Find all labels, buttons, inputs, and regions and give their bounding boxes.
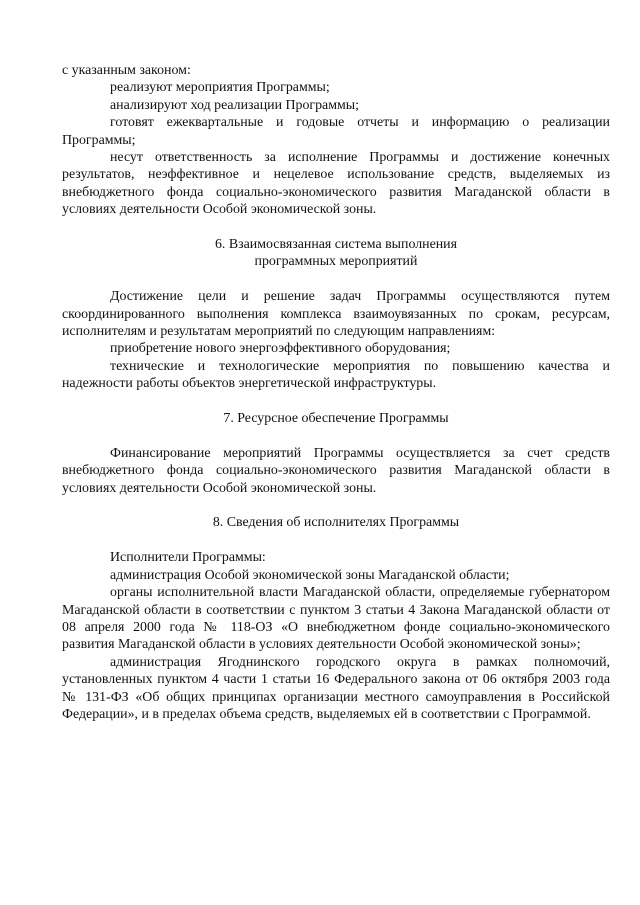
section7-title: 7. Ресурсное обеспечение Программы (223, 411, 449, 427)
section8-intro: Исполнители Программы: (110, 550, 266, 566)
section6-item: технические и технологические мероприятия по повышению качества и надежности работы объектов энергетической инфраструктуры. (62, 358, 610, 392)
section6-item: приобретение нового энергоэффективного оборудования; (110, 341, 451, 357)
section8-item: администрация Особой экономической зоны Магаданской области; (110, 567, 510, 583)
section5-item: анализируют ход реализации Программы; (110, 97, 359, 113)
section5-item: реализуют мероприятия Программы; (110, 80, 330, 96)
section8-item: администрация Ягоднинского городского округа в рамках полномочий, установленных пунктом 4 части 1 статьи 16 Федерального закона от 06 октября 2003 года № 131-ФЗ «Об общих принципах организации местного самоуправления в Российской Федерации», и в пределах объема средств, выделяемых ей в соответствии с Программой. (62, 654, 610, 722)
section6-title-line1: 6. Взаимосвязанная система выполнения (214, 237, 457, 253)
section7-paragraph: Финансирование мероприятий Программы осуществляется за счет средств внебюджетного фонда социально-экономического развития Магаданской области в условиях деятельности Особой экономической зоны. (62, 445, 610, 496)
section5-intro: с указанным законом: (62, 63, 191, 78)
section8-item: органы исполнительной власти Магаданской области, определяемые губернатором Магаданской области в соответствии с пунктом 3 статьи 4 Закона Магаданской области от 08 апреля 2000 года № 118-ОЗ «О внебюджетном фонде социально-экономического развития Магаданской области в условиях деятельности Особой экономической зоны»; (62, 585, 610, 653)
section5-item: готовят ежеквартальные и годовые отчеты и информацию о реализации Программы; (62, 115, 610, 148)
section8-title: 8. Сведения об исполнителях Программы (212, 515, 460, 531)
section6-title-line2: программных мероприятий (254, 254, 418, 270)
section5-item: несут ответственность за исполнение Программы и достижение конечных результатов, неэффективное и нецелевое использование средств, выделяемых из внебюджетного фонда социально-экономического развития Магаданской области в условиях деятельности Особой экономической зоны. (62, 150, 610, 218)
section6-paragraph: Достижение цели и решение задач Программы осуществляются путем скоординированного выполнения комплекса взаимоувязанных по срокам, ресурсам, исполнителям и результатам мероприятий по следующим направлениям: (62, 289, 610, 340)
